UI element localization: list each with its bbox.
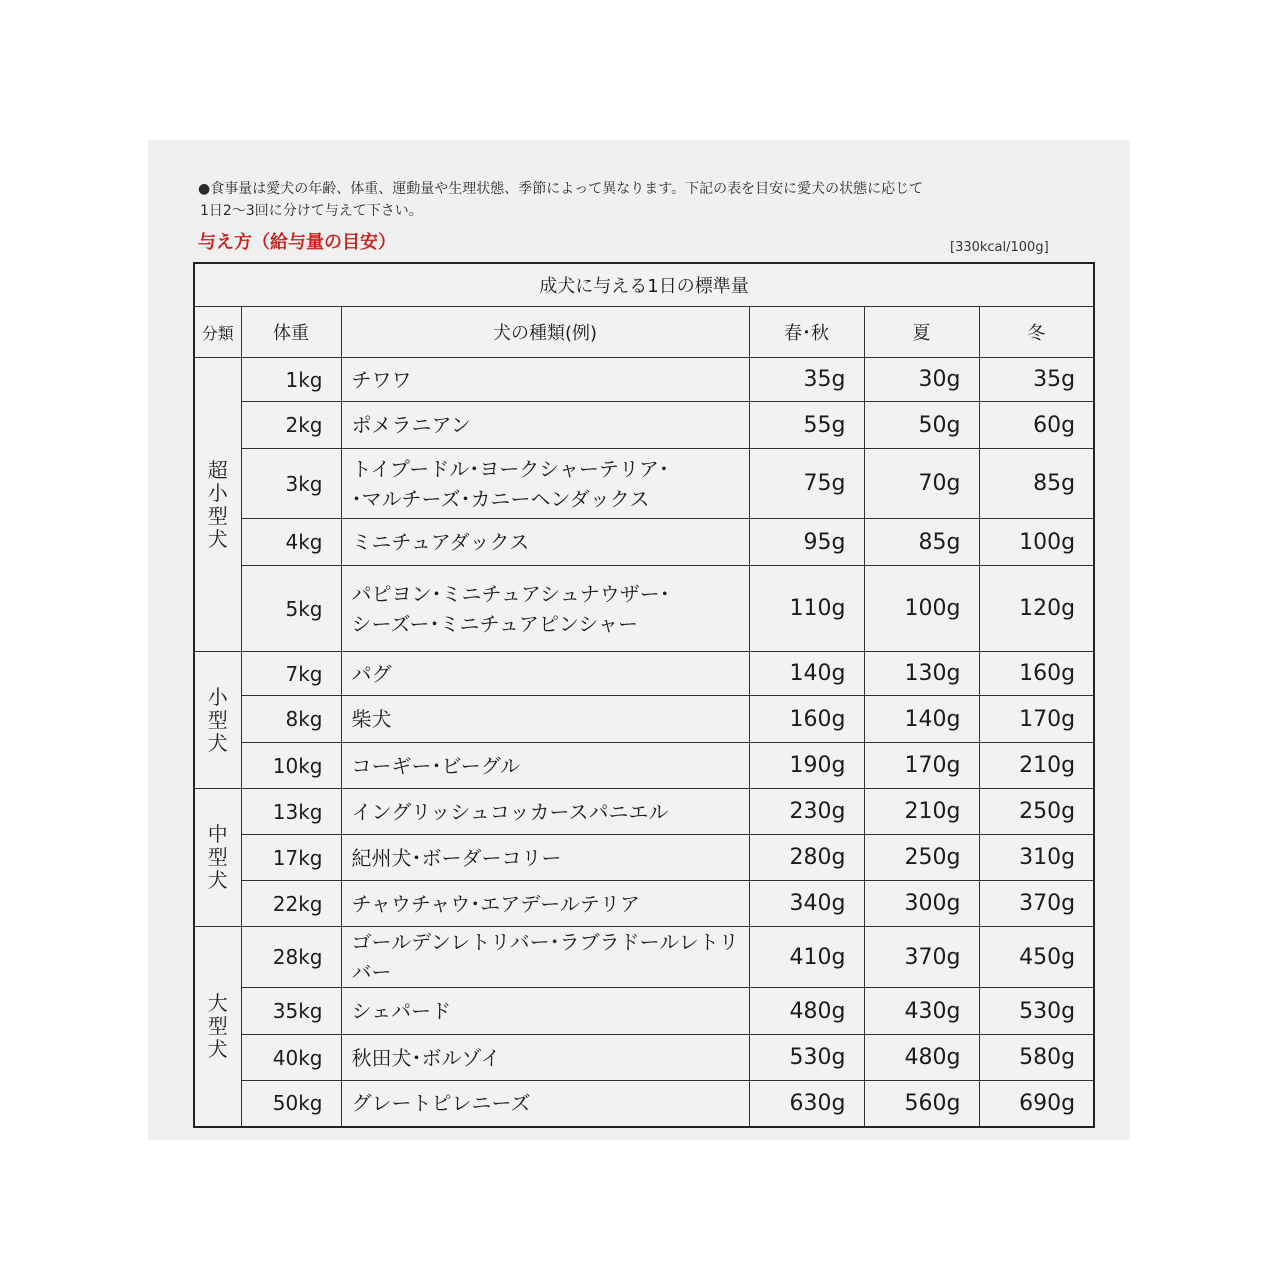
breed-cell: パピヨン･ミニチュアシュナウザー･ シーズー･ミニチュアピンシャー <box>341 566 749 652</box>
breed-cell: イングリッシュコッカースパニエル <box>341 789 749 835</box>
category-cell <box>194 927 241 1127</box>
weight-cell: 4kg <box>241 519 341 566</box>
spring-autumn-amount: 630g <box>749 1081 864 1127</box>
header-summer: 夏 <box>864 307 979 358</box>
table-row <box>194 927 1094 988</box>
summer-amount: 140g <box>864 696 979 743</box>
summer-amount: 130g <box>864 652 979 696</box>
weight-cell: 5kg <box>241 566 341 652</box>
spring-autumn-amount: 55g <box>749 402 864 449</box>
breed-cell: ゴールデンレトリバー･ラブラドールレトリバー <box>341 927 749 988</box>
spring-autumn-amount: 410g <box>749 927 864 988</box>
winter-amount: 690g <box>979 1081 1094 1127</box>
summer-amount: 70g <box>864 449 979 519</box>
spring-autumn-amount: 35g <box>749 358 864 402</box>
breed-cell: コーギー･ビーグル <box>341 743 749 789</box>
breed-cell: シェパード <box>341 988 749 1035</box>
winter-amount: 60g <box>979 402 1094 449</box>
feeding-note-line-1: ●食事量は愛犬の年齢、体重、運動量や生理状態、季節によって異なります。下記の表を目安に愛犬の状態に応じて <box>198 181 924 197</box>
winter-amount: 250g <box>979 789 1094 835</box>
table-row <box>194 881 1094 927</box>
breed-cell: パグ <box>341 652 749 696</box>
table-row <box>194 789 1094 835</box>
spring-autumn-amount: 340g <box>749 881 864 927</box>
weight-cell: 2kg <box>241 402 341 449</box>
header-category: 分類 <box>194 307 241 358</box>
category-cell <box>194 652 241 789</box>
breed-cell: トイプードル･ヨークシャーテリア･ ･マルチーズ･カニーヘンダックス <box>341 449 749 519</box>
summer-amount: 250g <box>864 835 979 881</box>
winter-amount: 310g <box>979 835 1094 881</box>
weight-cell: 17kg <box>241 835 341 881</box>
weight-cell: 1kg <box>241 358 341 402</box>
table-row <box>194 566 1094 652</box>
breed-cell: 紀州犬･ボーダーコリー <box>341 835 749 881</box>
spring-autumn-amount: 230g <box>749 789 864 835</box>
breed-cell: ポメラニアン <box>341 402 749 449</box>
section-heading: 与え方（給与量の目安） <box>198 232 396 253</box>
table-row <box>194 835 1094 881</box>
breed-cell: 秋田犬･ボルゾイ <box>341 1035 749 1081</box>
category-cell <box>194 789 241 927</box>
breed-cell: チワワ <box>341 358 749 402</box>
header-spring-autumn: 春･秋 <box>749 307 864 358</box>
winter-amount: 210g <box>979 743 1094 789</box>
winter-amount: 450g <box>979 927 1094 988</box>
weight-cell: 7kg <box>241 652 341 696</box>
weight-cell: 40kg <box>241 1035 341 1081</box>
weight-cell: 28kg <box>241 927 341 988</box>
breed-cell: グレートピレニーズ <box>341 1081 749 1127</box>
table-row <box>194 1035 1094 1081</box>
winter-amount: 100g <box>979 519 1094 566</box>
breed-cell: ミニチュアダックス <box>341 519 749 566</box>
category-label: 小型犬 <box>207 684 228 755</box>
winter-amount: 530g <box>979 988 1094 1035</box>
winter-amount: 35g <box>979 358 1094 402</box>
weight-cell: 8kg <box>241 696 341 743</box>
table-row <box>194 988 1094 1035</box>
category-label: 中型犬 <box>207 822 228 892</box>
spring-autumn-amount: 140g <box>749 652 864 696</box>
winter-amount: 120g <box>979 566 1094 652</box>
breed-cell: 柴犬 <box>341 696 749 743</box>
calorie-unit: [330kcal/100g] <box>950 240 1049 255</box>
weight-cell: 13kg <box>241 789 341 835</box>
winter-amount: 580g <box>979 1035 1094 1081</box>
spring-autumn-amount: 190g <box>749 743 864 789</box>
weight-cell: 22kg <box>241 881 341 927</box>
header-weight: 体重 <box>241 307 341 358</box>
summer-amount: 300g <box>864 881 979 927</box>
summer-amount: 370g <box>864 927 979 988</box>
feeding-amount-table <box>193 262 1095 1128</box>
winter-amount: 170g <box>979 696 1094 743</box>
winter-amount: 370g <box>979 881 1094 927</box>
category-cell <box>194 358 241 652</box>
spring-autumn-amount: 480g <box>749 988 864 1035</box>
winter-amount: 160g <box>979 652 1094 696</box>
summer-amount: 210g <box>864 789 979 835</box>
breed-cell: チャウチャウ･エアデールテリア <box>341 881 749 927</box>
table-row <box>194 358 1094 402</box>
summer-amount: 480g <box>864 1035 979 1081</box>
table-row <box>194 402 1094 449</box>
summer-amount: 50g <box>864 402 979 449</box>
spring-autumn-amount: 280g <box>749 835 864 881</box>
category-label: 超小型犬 <box>207 457 228 551</box>
table-row <box>194 743 1094 789</box>
table-row <box>194 449 1094 519</box>
spring-autumn-amount: 110g <box>749 566 864 652</box>
weight-cell: 3kg <box>241 449 341 519</box>
category-label: 大型犬 <box>207 990 228 1061</box>
header-breed: 犬の種類(例) <box>341 307 749 358</box>
header-winter: 冬 <box>979 307 1094 358</box>
weight-cell: 10kg <box>241 743 341 789</box>
feeding-note-line-2: 1日2～3回に分けて与えて下さい。 <box>200 203 423 219</box>
weight-cell: 35kg <box>241 988 341 1035</box>
weight-cell: 50kg <box>241 1081 341 1127</box>
summer-amount: 560g <box>864 1081 979 1127</box>
table-body <box>194 358 1094 1127</box>
summer-amount: 30g <box>864 358 979 402</box>
spring-autumn-amount: 95g <box>749 519 864 566</box>
winter-amount: 85g <box>979 449 1094 519</box>
summer-amount: 430g <box>864 988 979 1035</box>
spring-autumn-amount: 75g <box>749 449 864 519</box>
table-row <box>194 696 1094 743</box>
summer-amount: 85g <box>864 519 979 566</box>
table-title: 成犬に与える1日の標準量 <box>194 263 1094 307</box>
table-row <box>194 1081 1094 1127</box>
summer-amount: 100g <box>864 566 979 652</box>
table-row <box>194 652 1094 696</box>
summer-amount: 170g <box>864 743 979 789</box>
table-row <box>194 519 1094 566</box>
spring-autumn-amount: 530g <box>749 1035 864 1081</box>
spring-autumn-amount: 160g <box>749 696 864 743</box>
